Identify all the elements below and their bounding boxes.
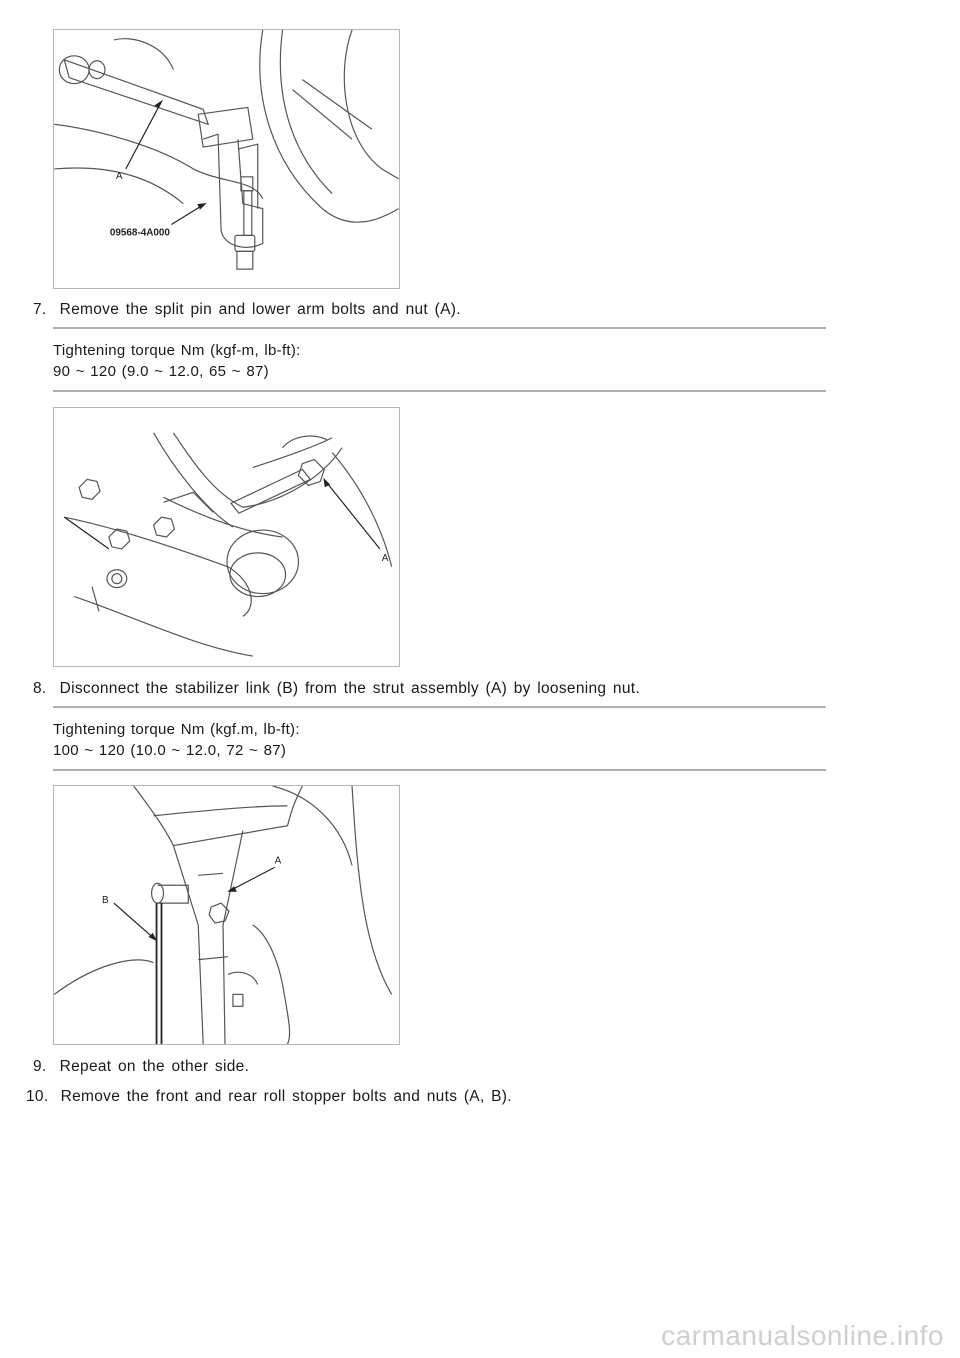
step-7	[33, 301, 461, 319]
stabilizer-link-illustration	[54, 786, 399, 1044]
spec-1-top-rule	[53, 327, 826, 329]
figure-3-label-a: A	[274, 855, 282, 867]
torque-spec-2-value: 100 ~ 120 (10.0 ~ 12.0, 72 ~ 87)	[53, 742, 287, 759]
step-8-text: Disconnect the stabilizer link (B) from the strut assembly (A) by loosening nut.	[59, 680, 640, 697]
figure-stabilizer-link	[53, 785, 400, 1045]
step-7-text: Remove the split pin and lower arm bolts and nut (A).	[59, 301, 461, 318]
figure-2-label-a: A	[381, 552, 389, 564]
step-9	[33, 1058, 249, 1076]
step-10	[26, 1088, 512, 1106]
figure-3-label-b: B	[101, 895, 109, 907]
step-10-text: Remove the front and rear roll stopper bolts and nuts (A, B).	[60, 1088, 512, 1105]
step-7-number: 7.	[33, 301, 47, 318]
step-9-text: Repeat on the other side.	[59, 1058, 250, 1075]
torque-spec-2-heading: Tightening torque Nm (kgf.m, lb-ft):	[53, 721, 300, 738]
step-10-number: 10.	[26, 1088, 49, 1105]
spec-2-top-rule	[53, 706, 826, 708]
spec-2-bottom-rule	[53, 769, 826, 771]
figure-ball-joint-puller	[53, 29, 400, 289]
torque-spec-1-heading: Tightening torque Nm (kgf-m, lb-ft):	[53, 342, 301, 359]
figure-lower-arm-bolt	[53, 407, 400, 667]
torque-spec-2	[53, 719, 300, 761]
torque-spec-1	[53, 340, 301, 382]
ball-joint-puller-illustration	[54, 30, 399, 288]
spec-1-bottom-rule	[53, 390, 826, 392]
lower-arm-bolt-illustration	[54, 408, 399, 666]
figure-1-label-a: A	[115, 170, 123, 182]
step-8-number: 8.	[33, 680, 47, 697]
step-8	[33, 680, 640, 698]
torque-spec-1-value: 90 ~ 120 (9.0 ~ 12.0, 65 ~ 87)	[53, 363, 269, 380]
tool-part-number: 09568-4A000	[109, 227, 170, 239]
step-9-number: 9.	[33, 1058, 47, 1075]
watermark: carmanualsonline.info	[661, 1320, 944, 1351]
